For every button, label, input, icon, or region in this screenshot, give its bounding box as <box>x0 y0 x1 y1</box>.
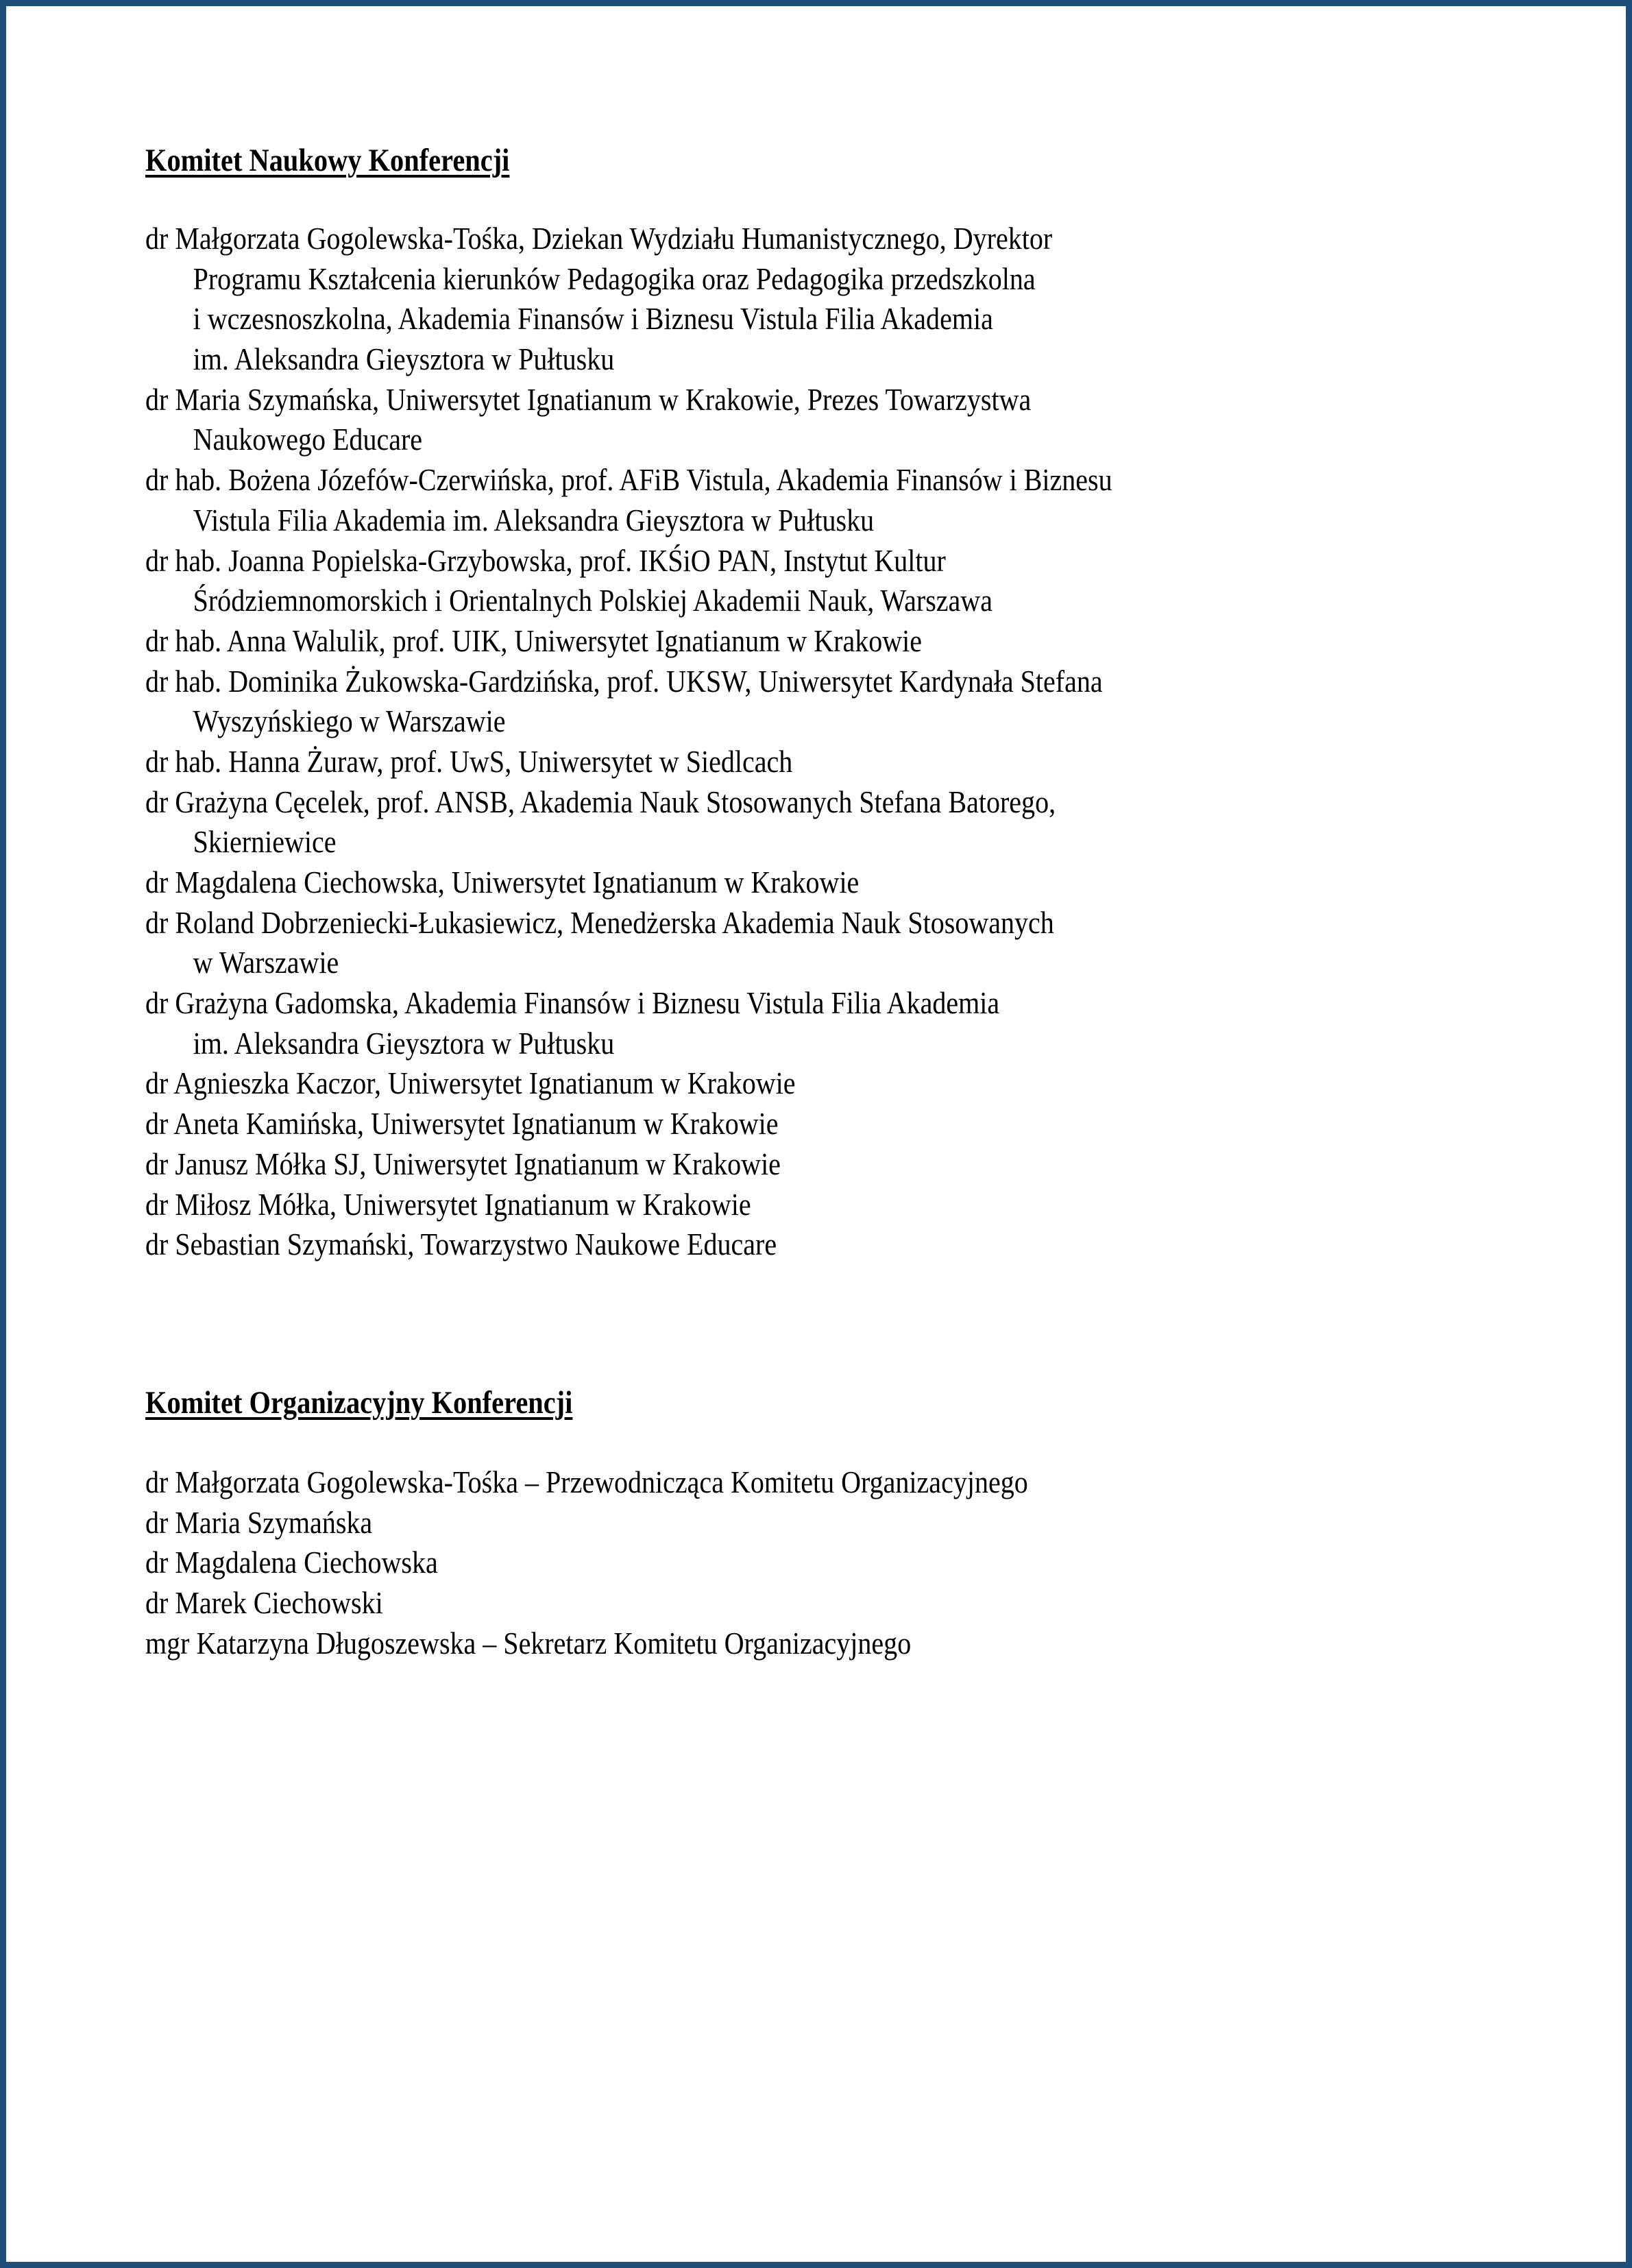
member-entry <box>145 1063 1256 1104</box>
member-entry <box>145 1624 1160 1664</box>
member-line-continuation: im. Aleksandra Gieysztora w Pułtusku <box>193 341 615 377</box>
member-entry <box>145 1144 1256 1185</box>
member-entry <box>145 862 1256 903</box>
member-entry <box>145 782 1256 862</box>
member-entry <box>145 219 1256 380</box>
member-line: dr Aneta Kamińska, Uniwersytet Ignatianum w Krakowie <box>145 1106 779 1142</box>
member-entry <box>145 742 1256 782</box>
member-entry <box>145 621 1256 662</box>
member-line: dr Marek Ciechowski <box>145 1585 383 1621</box>
member-line-continuation: i wczesnoszkolna, Akademia Finansów i Biznesu Vistula Filia Akademia <box>193 301 993 337</box>
member-line-continuation: Wyszyńskiego w Warszawie <box>193 703 506 739</box>
member-entry <box>145 1583 1160 1624</box>
member-line: dr hab. Anna Walulik, prof. UIK, Uniwersytet Ignatianum w Krakowie <box>145 623 923 658</box>
member-entry <box>145 1503 1160 1543</box>
member-line: dr Roland Dobrzeniecki-Łukasiewicz, Menedżerska Akademia Nauk Stosowanych <box>145 904 1054 940</box>
member-entry <box>145 1462 1160 1503</box>
scientific-committee-list <box>145 219 1256 1265</box>
member-line-continuation: im. Aleksandra Gieysztora w Pułtusku <box>193 1025 615 1061</box>
member-entry <box>145 983 1256 1063</box>
scientific-committee-heading: Komitet Naukowy Konferencji <box>145 143 510 178</box>
member-entry <box>145 460 1256 540</box>
member-line: dr hab. Hanna Żuraw, prof. UwS, Uniwersytet w Siedlcach <box>145 743 793 779</box>
member-line: dr Maria Szymańska, Uniwersytet Ignatianum w Krakowie, Prezes Towarzystwa <box>145 381 1032 417</box>
member-line: dr Miłosz Mółka, Uniwersytet Ignatianum w Krakowie <box>145 1186 751 1222</box>
organizing-committee-heading: Komitet Organizacyjny Konferencji <box>145 1385 573 1421</box>
member-line: mgr Katarzyna Długoszewska – Sekretarz Komitetu Organizacyjnego <box>145 1625 912 1661</box>
member-line-continuation: w Warszawie <box>193 945 339 980</box>
member-line-continuation: Programu Kształcenia kierunków Pedagogika oraz Pedagogika przedszkolna <box>193 261 1036 296</box>
organizing-committee-list <box>145 1462 1160 1663</box>
member-line: dr Magdalena Ciechowska <box>145 1545 438 1580</box>
member-entry <box>145 1225 1256 1265</box>
member-line: dr Małgorzata Gogolewska-Tośka, Dziekan Wydziału Humanistycznego, Dyrektor <box>145 221 1053 256</box>
member-line-continuation: Śródziemnomorskich i Orientalnych Polskiej Akademii Nauk, Warszawa <box>193 583 992 618</box>
member-line: dr Grażyna Gadomska, Akademia Finansów i Biznesu Vistula Filia Akademia <box>145 985 1000 1021</box>
member-line: dr Grażyna Cęcelek, prof. ANSB, Akademia Nauk Stosowanych Stefana Batorego, <box>145 784 1056 819</box>
member-line-continuation: Naukowego Educare <box>193 422 423 457</box>
member-entry <box>145 662 1256 742</box>
member-line: dr hab. Joanna Popielska-Grzybowska, prof. IKŚiO PAN, Instytut Kultur <box>145 542 946 578</box>
member-entry <box>145 1543 1160 1583</box>
member-entry <box>145 903 1256 983</box>
member-line-continuation: Vistula Filia Akademia im. Aleksandra Gieysztora w Pułtusku <box>193 502 875 538</box>
member-entry <box>145 1185 1256 1225</box>
member-line: dr hab. Dominika Żukowska-Gardzińska, prof. UKSW, Uniwersytet Kardynała Stefana <box>145 663 1103 699</box>
member-line-continuation: Skierniewice <box>193 824 337 860</box>
member-line: dr Maria Szymańska <box>145 1504 373 1540</box>
member-entry <box>145 541 1256 621</box>
member-line: dr hab. Bożena Józefów-Czerwińska, prof. AFiB Vistula, Akademia Finansów i Biznesu <box>145 462 1112 498</box>
member-line: dr Magdalena Ciechowska, Uniwersytet Ignatianum w Krakowie <box>145 865 860 900</box>
member-entry <box>145 1104 1256 1144</box>
member-line: dr Agnieszka Kaczor, Uniwersytet Ignatianum w Krakowie <box>145 1065 796 1101</box>
member-line: dr Małgorzata Gogolewska-Tośka – Przewodnicząca Komitetu Organizacyjnego <box>145 1464 1028 1499</box>
member-entry <box>145 380 1256 460</box>
member-line: dr Janusz Mółka SJ, Uniwersytet Ignatianum w Krakowie <box>145 1146 781 1181</box>
member-line: dr Sebastian Szymański, Towarzystwo Naukowe Educare <box>145 1227 777 1262</box>
